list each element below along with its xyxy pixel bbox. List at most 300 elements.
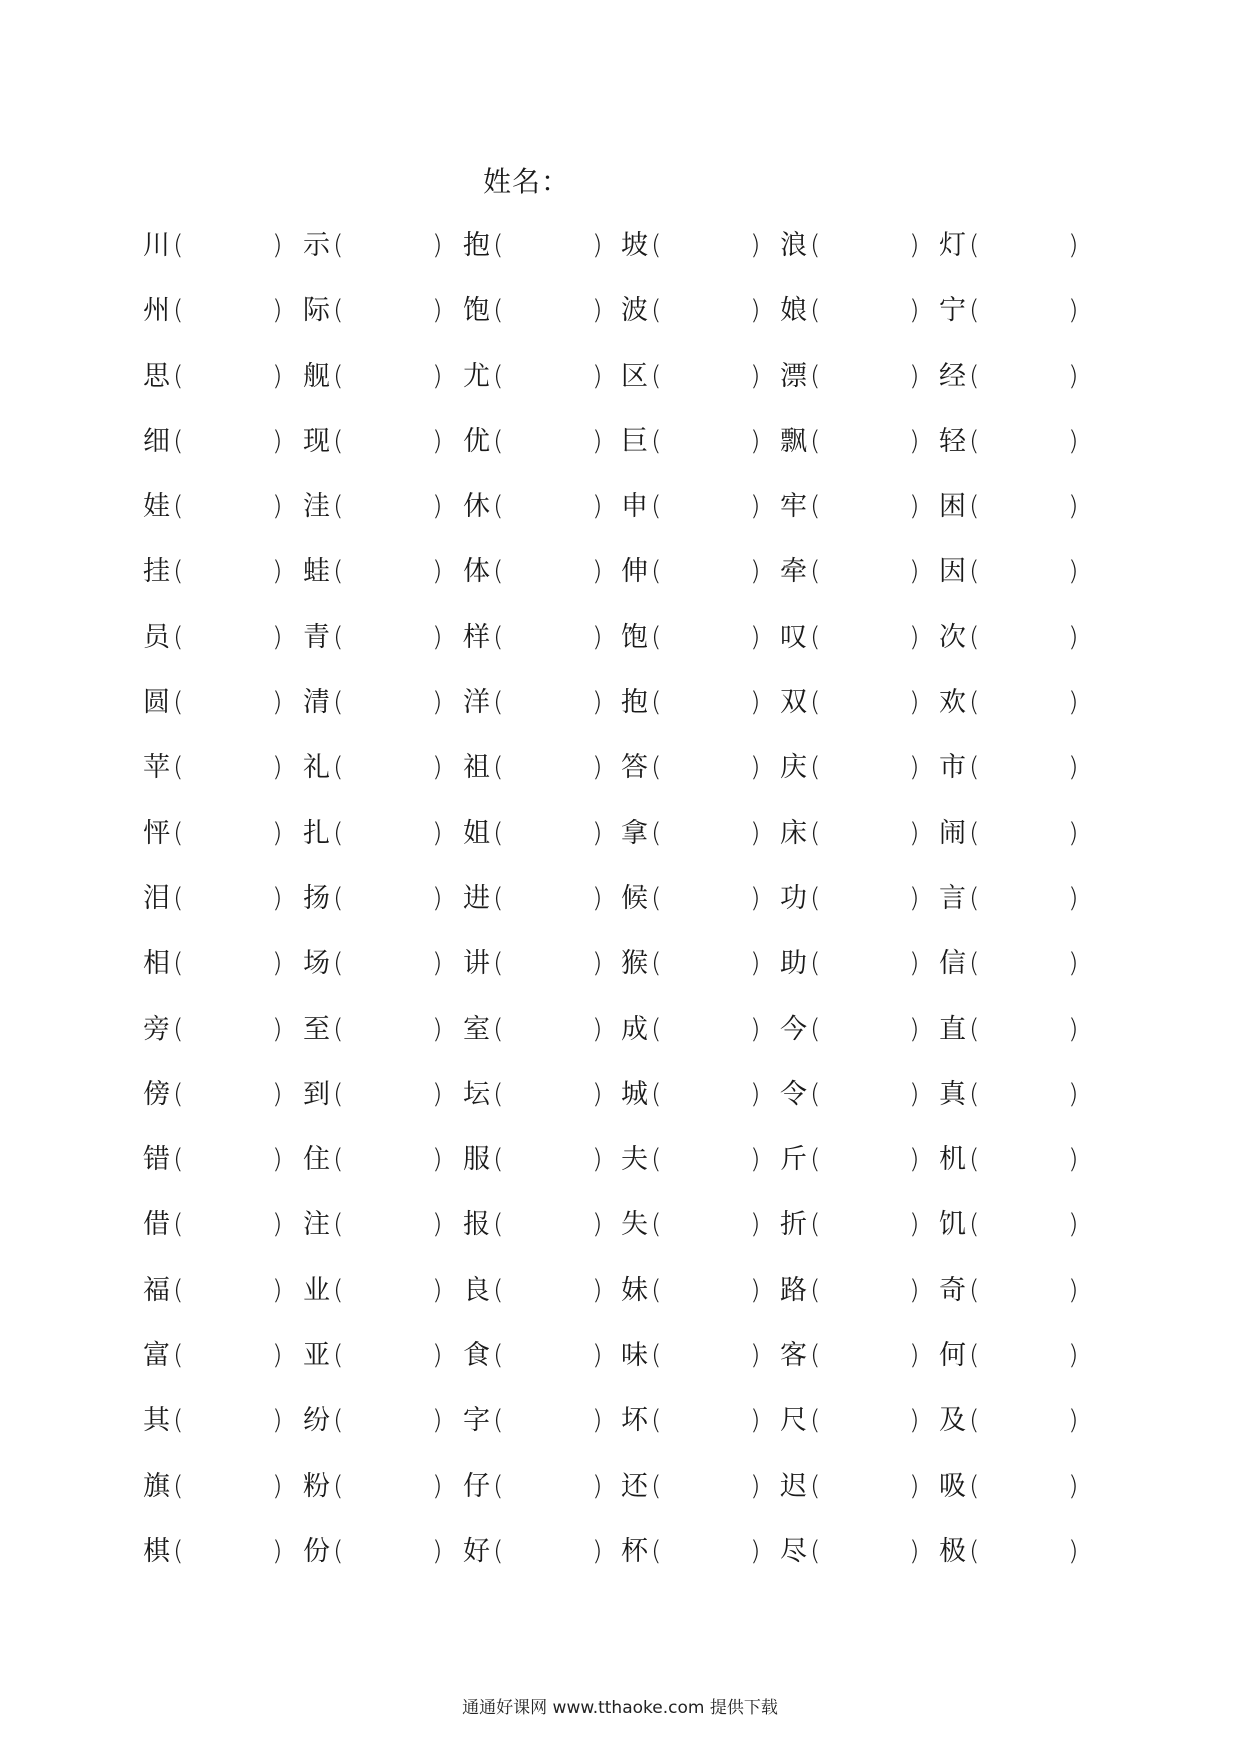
character-item bbox=[143, 1073, 305, 1117]
hanzi-character: 猴 bbox=[621, 948, 648, 980]
hanzi-character: 牵 bbox=[780, 556, 807, 588]
answer-paren-left: ( bbox=[969, 556, 980, 588]
hanzi-character: 伸 bbox=[621, 556, 648, 588]
answer-paren-left: ( bbox=[333, 621, 344, 653]
character-item bbox=[939, 877, 1101, 921]
answer-paren-left: ( bbox=[333, 752, 344, 784]
worksheet-row bbox=[143, 355, 1103, 420]
hanzi-character: 现 bbox=[303, 425, 330, 457]
worksheet-row bbox=[143, 224, 1103, 289]
answer-paren-left: ( bbox=[969, 230, 980, 261]
answer-paren-right: ) bbox=[272, 687, 283, 719]
character-item bbox=[463, 1138, 625, 1182]
answer-paren-left: ( bbox=[810, 1405, 821, 1437]
answer-paren-right: ) bbox=[432, 1209, 443, 1241]
answer-paren-left: ( bbox=[969, 882, 980, 914]
character-item bbox=[143, 1334, 305, 1378]
hanzi-character: 巨 bbox=[621, 425, 648, 457]
character-item bbox=[463, 1269, 625, 1313]
answer-paren-left: ( bbox=[493, 1274, 504, 1306]
character-item bbox=[621, 812, 783, 856]
answer-paren-left: ( bbox=[173, 1013, 184, 1045]
character-item bbox=[621, 1269, 783, 1313]
answer-paren-left: ( bbox=[969, 817, 980, 849]
answer-paren-left: ( bbox=[333, 687, 344, 719]
hanzi-character: 报 bbox=[463, 1209, 490, 1241]
answer-paren-left: ( bbox=[969, 1470, 980, 1502]
answer-paren-right: ) bbox=[909, 1013, 920, 1045]
answer-paren-left: ( bbox=[651, 360, 662, 392]
hanzi-character: 双 bbox=[780, 687, 807, 719]
character-item bbox=[621, 1399, 783, 1443]
answer-paren-right: ) bbox=[272, 1013, 283, 1045]
character-item bbox=[463, 1008, 625, 1052]
hanzi-character: 吸 bbox=[939, 1470, 966, 1502]
answer-paren-left: ( bbox=[810, 295, 821, 327]
hanzi-character: 牢 bbox=[780, 491, 807, 523]
answer-paren-right: ) bbox=[909, 425, 920, 457]
answer-paren-right: ) bbox=[592, 948, 603, 980]
hanzi-character: 礼 bbox=[303, 752, 330, 784]
answer-paren-left: ( bbox=[651, 491, 662, 523]
hanzi-character: 傍 bbox=[143, 1078, 170, 1110]
character-item bbox=[621, 616, 783, 660]
answer-paren-right: ) bbox=[909, 882, 920, 914]
hanzi-character: 申 bbox=[621, 491, 648, 523]
answer-paren-right: ) bbox=[272, 752, 283, 784]
character-item bbox=[780, 550, 942, 594]
hanzi-character: 因 bbox=[939, 556, 966, 588]
character-item bbox=[939, 550, 1101, 594]
answer-paren-left: ( bbox=[493, 1535, 504, 1567]
answer-paren-left: ( bbox=[493, 360, 504, 392]
hanzi-character: 饥 bbox=[939, 1209, 966, 1241]
answer-paren-right: ) bbox=[909, 752, 920, 784]
answer-paren-right: ) bbox=[1068, 1144, 1079, 1176]
character-item bbox=[621, 1334, 783, 1378]
answer-paren-right: ) bbox=[272, 491, 283, 523]
answer-paren-right: ) bbox=[750, 491, 761, 523]
answer-paren-right: ) bbox=[272, 230, 283, 261]
character-item bbox=[143, 1269, 305, 1313]
hanzi-character: 床 bbox=[780, 817, 807, 849]
answer-paren-left: ( bbox=[969, 687, 980, 719]
answer-paren-right: ) bbox=[592, 882, 603, 914]
character-item bbox=[463, 812, 625, 856]
answer-paren-right: ) bbox=[909, 491, 920, 523]
hanzi-character: 尽 bbox=[780, 1535, 807, 1567]
character-item bbox=[143, 616, 305, 660]
answer-paren-left: ( bbox=[333, 556, 344, 588]
character-item bbox=[463, 1530, 625, 1574]
answer-paren-left: ( bbox=[651, 621, 662, 653]
hanzi-character: 仔 bbox=[463, 1470, 490, 1502]
answer-paren-right: ) bbox=[272, 360, 283, 392]
character-item bbox=[939, 1008, 1101, 1052]
hanzi-character: 饱 bbox=[463, 295, 490, 327]
answer-paren-left: ( bbox=[810, 1340, 821, 1372]
hanzi-character: 助 bbox=[780, 948, 807, 980]
character-item bbox=[939, 812, 1101, 856]
answer-paren-right: ) bbox=[432, 1340, 443, 1372]
hanzi-character: 扬 bbox=[303, 882, 330, 914]
answer-paren-right: ) bbox=[432, 1078, 443, 1110]
hanzi-character: 怦 bbox=[143, 817, 170, 849]
answer-paren-right: ) bbox=[592, 817, 603, 849]
answer-paren-left: ( bbox=[969, 948, 980, 980]
answer-paren-right: ) bbox=[272, 1078, 283, 1110]
answer-paren-left: ( bbox=[969, 1340, 980, 1372]
hanzi-character: 叹 bbox=[780, 621, 807, 653]
hanzi-character: 漂 bbox=[780, 360, 807, 392]
answer-paren-right: ) bbox=[432, 621, 443, 653]
character-item bbox=[143, 1138, 305, 1182]
hanzi-character: 细 bbox=[143, 425, 170, 457]
answer-paren-left: ( bbox=[173, 687, 184, 719]
answer-paren-left: ( bbox=[333, 1013, 344, 1045]
answer-paren-right: ) bbox=[592, 1470, 603, 1502]
character-item bbox=[143, 681, 305, 725]
answer-paren-right: ) bbox=[592, 360, 603, 392]
hanzi-character: 坏 bbox=[621, 1405, 648, 1437]
answer-paren-right: ) bbox=[432, 425, 443, 457]
worksheet-row bbox=[143, 812, 1103, 877]
answer-paren-right: ) bbox=[592, 425, 603, 457]
hanzi-character: 经 bbox=[939, 360, 966, 392]
character-item bbox=[303, 681, 465, 725]
answer-paren-left: ( bbox=[493, 1078, 504, 1110]
answer-paren-left: ( bbox=[651, 1340, 662, 1372]
answer-paren-right: ) bbox=[592, 1535, 603, 1567]
character-item bbox=[303, 746, 465, 790]
answer-paren-right: ) bbox=[909, 1470, 920, 1502]
answer-paren-left: ( bbox=[810, 556, 821, 588]
hanzi-character: 区 bbox=[621, 360, 648, 392]
hanzi-character: 何 bbox=[939, 1340, 966, 1372]
hanzi-character: 优 bbox=[463, 425, 490, 457]
answer-paren-left: ( bbox=[333, 1535, 344, 1567]
character-item bbox=[939, 289, 1101, 333]
answer-paren-right: ) bbox=[272, 1535, 283, 1567]
answer-paren-right: ) bbox=[592, 1144, 603, 1176]
answer-paren-right: ) bbox=[432, 1013, 443, 1045]
answer-paren-left: ( bbox=[173, 817, 184, 849]
hanzi-character: 路 bbox=[780, 1274, 807, 1306]
character-item bbox=[780, 289, 942, 333]
answer-paren-right: ) bbox=[909, 1209, 920, 1241]
answer-paren-left: ( bbox=[651, 948, 662, 980]
answer-paren-right: ) bbox=[272, 948, 283, 980]
answer-paren-left: ( bbox=[651, 1470, 662, 1502]
hanzi-character: 圆 bbox=[143, 687, 170, 719]
character-item bbox=[303, 877, 465, 921]
answer-paren-right: ) bbox=[1068, 687, 1079, 719]
character-item bbox=[303, 355, 465, 399]
hanzi-character: 娃 bbox=[143, 491, 170, 523]
hanzi-character: 洋 bbox=[463, 687, 490, 719]
worksheet-row bbox=[143, 681, 1103, 746]
worksheet-row bbox=[143, 877, 1103, 942]
character-item bbox=[939, 942, 1101, 986]
answer-paren-right: ) bbox=[750, 1013, 761, 1045]
answer-paren-left: ( bbox=[333, 882, 344, 914]
answer-paren-left: ( bbox=[810, 491, 821, 523]
hanzi-character: 讲 bbox=[463, 948, 490, 980]
character-item bbox=[780, 1530, 942, 1574]
worksheet-row bbox=[143, 746, 1103, 811]
answer-paren-right: ) bbox=[1068, 1078, 1079, 1110]
answer-paren-right: ) bbox=[272, 882, 283, 914]
character-item bbox=[939, 1399, 1101, 1443]
character-item bbox=[939, 1203, 1101, 1247]
character-item bbox=[143, 550, 305, 594]
character-item bbox=[621, 485, 783, 529]
answer-paren-right: ) bbox=[272, 1274, 283, 1306]
answer-paren-right: ) bbox=[750, 1535, 761, 1567]
hanzi-character: 妹 bbox=[621, 1274, 648, 1306]
hanzi-character: 川 bbox=[143, 230, 170, 261]
character-item bbox=[303, 1334, 465, 1378]
hanzi-character: 泪 bbox=[143, 882, 170, 914]
answer-paren-left: ( bbox=[173, 360, 184, 392]
character-item bbox=[780, 877, 942, 921]
hanzi-character: 宁 bbox=[939, 295, 966, 327]
hanzi-character: 及 bbox=[939, 1405, 966, 1437]
answer-paren-left: ( bbox=[651, 752, 662, 784]
character-item bbox=[780, 1465, 942, 1509]
hanzi-character: 进 bbox=[463, 882, 490, 914]
answer-paren-left: ( bbox=[333, 817, 344, 849]
hanzi-character: 住 bbox=[303, 1144, 330, 1176]
character-item bbox=[463, 681, 625, 725]
character-item bbox=[621, 1138, 783, 1182]
hanzi-character: 注 bbox=[303, 1209, 330, 1241]
answer-paren-right: ) bbox=[592, 491, 603, 523]
answer-paren-left: ( bbox=[810, 1078, 821, 1110]
answer-paren-right: ) bbox=[1068, 882, 1079, 914]
character-item bbox=[143, 1203, 305, 1247]
worksheet-row bbox=[143, 420, 1103, 485]
answer-paren-left: ( bbox=[493, 621, 504, 653]
answer-paren-right: ) bbox=[750, 1470, 761, 1502]
hanzi-character: 清 bbox=[303, 687, 330, 719]
answer-paren-right: ) bbox=[909, 948, 920, 980]
answer-paren-right: ) bbox=[432, 230, 443, 261]
character-item bbox=[939, 681, 1101, 725]
character-item bbox=[303, 1138, 465, 1182]
character-item bbox=[780, 942, 942, 986]
hanzi-character: 折 bbox=[780, 1209, 807, 1241]
hanzi-character: 姐 bbox=[463, 817, 490, 849]
answer-paren-left: ( bbox=[810, 1470, 821, 1502]
answer-paren-right: ) bbox=[909, 687, 920, 719]
answer-paren-right: ) bbox=[909, 1535, 920, 1567]
character-item bbox=[621, 942, 783, 986]
hanzi-character: 波 bbox=[621, 295, 648, 327]
hanzi-character: 浪 bbox=[780, 230, 807, 261]
answer-paren-right: ) bbox=[909, 230, 920, 261]
hanzi-character: 今 bbox=[780, 1013, 807, 1045]
character-item bbox=[303, 224, 465, 268]
character-item bbox=[303, 550, 465, 594]
hanzi-character: 员 bbox=[143, 621, 170, 653]
hanzi-character: 际 bbox=[303, 295, 330, 327]
hanzi-character: 富 bbox=[143, 1340, 170, 1372]
answer-paren-left: ( bbox=[333, 360, 344, 392]
answer-paren-left: ( bbox=[810, 621, 821, 653]
answer-paren-right: ) bbox=[909, 295, 920, 327]
hanzi-character: 令 bbox=[780, 1078, 807, 1110]
character-item bbox=[143, 224, 305, 268]
character-item bbox=[621, 681, 783, 725]
answer-paren-left: ( bbox=[651, 1535, 662, 1567]
character-item bbox=[303, 1465, 465, 1509]
hanzi-character: 抱 bbox=[621, 687, 648, 719]
answer-paren-right: ) bbox=[1068, 752, 1079, 784]
hanzi-character: 斤 bbox=[780, 1144, 807, 1176]
hanzi-character: 洼 bbox=[303, 491, 330, 523]
answer-paren-right: ) bbox=[909, 817, 920, 849]
character-item bbox=[143, 1399, 305, 1443]
answer-paren-right: ) bbox=[272, 556, 283, 588]
answer-paren-right: ) bbox=[1068, 230, 1079, 261]
answer-paren-left: ( bbox=[333, 230, 344, 261]
answer-paren-left: ( bbox=[333, 1405, 344, 1437]
answer-paren-left: ( bbox=[333, 491, 344, 523]
answer-paren-left: ( bbox=[493, 1013, 504, 1045]
answer-paren-right: ) bbox=[1068, 491, 1079, 523]
hanzi-character: 拿 bbox=[621, 817, 648, 849]
hanzi-character: 失 bbox=[621, 1209, 648, 1241]
answer-paren-right: ) bbox=[432, 1274, 443, 1306]
answer-paren-left: ( bbox=[969, 621, 980, 653]
answer-paren-left: ( bbox=[651, 556, 662, 588]
character-item bbox=[780, 746, 942, 790]
character-item bbox=[143, 877, 305, 921]
answer-paren-left: ( bbox=[969, 1209, 980, 1241]
answer-paren-right: ) bbox=[1068, 1405, 1079, 1437]
answer-paren-right: ) bbox=[750, 425, 761, 457]
hanzi-character: 真 bbox=[939, 1078, 966, 1110]
answer-paren-left: ( bbox=[333, 425, 344, 457]
character-item bbox=[780, 1399, 942, 1443]
character-item bbox=[939, 1530, 1101, 1574]
answer-paren-left: ( bbox=[651, 1405, 662, 1437]
answer-paren-left: ( bbox=[493, 425, 504, 457]
answer-paren-left: ( bbox=[493, 491, 504, 523]
answer-paren-right: ) bbox=[750, 687, 761, 719]
worksheet-row bbox=[143, 1465, 1103, 1530]
character-item bbox=[939, 1073, 1101, 1117]
hanzi-character: 答 bbox=[621, 752, 648, 784]
character-item bbox=[463, 746, 625, 790]
answer-paren-left: ( bbox=[651, 425, 662, 457]
worksheet-row bbox=[143, 1138, 1103, 1203]
character-item bbox=[463, 1465, 625, 1509]
answer-paren-left: ( bbox=[651, 1078, 662, 1110]
answer-paren-right: ) bbox=[432, 882, 443, 914]
hanzi-character: 尺 bbox=[780, 1405, 807, 1437]
worksheet-row bbox=[143, 616, 1103, 681]
answer-paren-left: ( bbox=[651, 230, 662, 261]
answer-paren-right: ) bbox=[1068, 1013, 1079, 1045]
hanzi-character: 场 bbox=[303, 948, 330, 980]
character-item bbox=[143, 942, 305, 986]
answer-paren-right: ) bbox=[432, 360, 443, 392]
character-item bbox=[780, 1008, 942, 1052]
character-item bbox=[939, 1269, 1101, 1313]
character-item bbox=[621, 1203, 783, 1247]
character-item bbox=[303, 942, 465, 986]
answer-paren-left: ( bbox=[173, 230, 184, 261]
answer-paren-right: ) bbox=[272, 1340, 283, 1372]
answer-paren-left: ( bbox=[333, 1340, 344, 1372]
character-item bbox=[939, 420, 1101, 464]
character-item bbox=[780, 420, 942, 464]
hanzi-character: 轻 bbox=[939, 425, 966, 457]
answer-paren-right: ) bbox=[432, 817, 443, 849]
answer-paren-right: ) bbox=[592, 1078, 603, 1110]
character-item bbox=[463, 1399, 625, 1443]
hanzi-character: 纷 bbox=[303, 1405, 330, 1437]
character-grid bbox=[143, 224, 1103, 1595]
answer-paren-right: ) bbox=[432, 491, 443, 523]
answer-paren-left: ( bbox=[173, 1209, 184, 1241]
answer-paren-left: ( bbox=[173, 948, 184, 980]
character-item bbox=[939, 1465, 1101, 1509]
answer-paren-right: ) bbox=[750, 752, 761, 784]
worksheet-row bbox=[143, 1008, 1103, 1073]
answer-paren-right: ) bbox=[1068, 1274, 1079, 1306]
answer-paren-left: ( bbox=[810, 230, 821, 261]
hanzi-character: 蛙 bbox=[303, 556, 330, 588]
hanzi-character: 市 bbox=[939, 752, 966, 784]
hanzi-character: 体 bbox=[463, 556, 490, 588]
character-item bbox=[780, 681, 942, 725]
character-item bbox=[780, 1138, 942, 1182]
answer-paren-left: ( bbox=[493, 817, 504, 849]
answer-paren-left: ( bbox=[493, 556, 504, 588]
character-item bbox=[621, 1465, 783, 1509]
character-item bbox=[780, 812, 942, 856]
hanzi-character: 奇 bbox=[939, 1274, 966, 1306]
hanzi-character: 还 bbox=[621, 1470, 648, 1502]
character-item bbox=[463, 224, 625, 268]
answer-paren-left: ( bbox=[969, 491, 980, 523]
character-item bbox=[621, 355, 783, 399]
character-item bbox=[621, 289, 783, 333]
hanzi-character: 其 bbox=[143, 1405, 170, 1437]
answer-paren-left: ( bbox=[493, 1405, 504, 1437]
character-item bbox=[303, 812, 465, 856]
character-item bbox=[303, 1269, 465, 1313]
character-item bbox=[463, 485, 625, 529]
footer-source-text: 通通好课网 www.tthaoke.com 提供下载 bbox=[462, 1698, 778, 1718]
worksheet-row bbox=[143, 289, 1103, 354]
character-item bbox=[303, 289, 465, 333]
character-item bbox=[463, 877, 625, 921]
answer-paren-left: ( bbox=[493, 882, 504, 914]
hanzi-character: 食 bbox=[463, 1340, 490, 1372]
hanzi-character: 好 bbox=[463, 1535, 490, 1567]
answer-paren-left: ( bbox=[333, 1144, 344, 1176]
character-item bbox=[463, 616, 625, 660]
answer-paren-right: ) bbox=[909, 360, 920, 392]
answer-paren-left: ( bbox=[173, 491, 184, 523]
character-item bbox=[463, 355, 625, 399]
character-item bbox=[303, 1008, 465, 1052]
answer-paren-left: ( bbox=[810, 687, 821, 719]
